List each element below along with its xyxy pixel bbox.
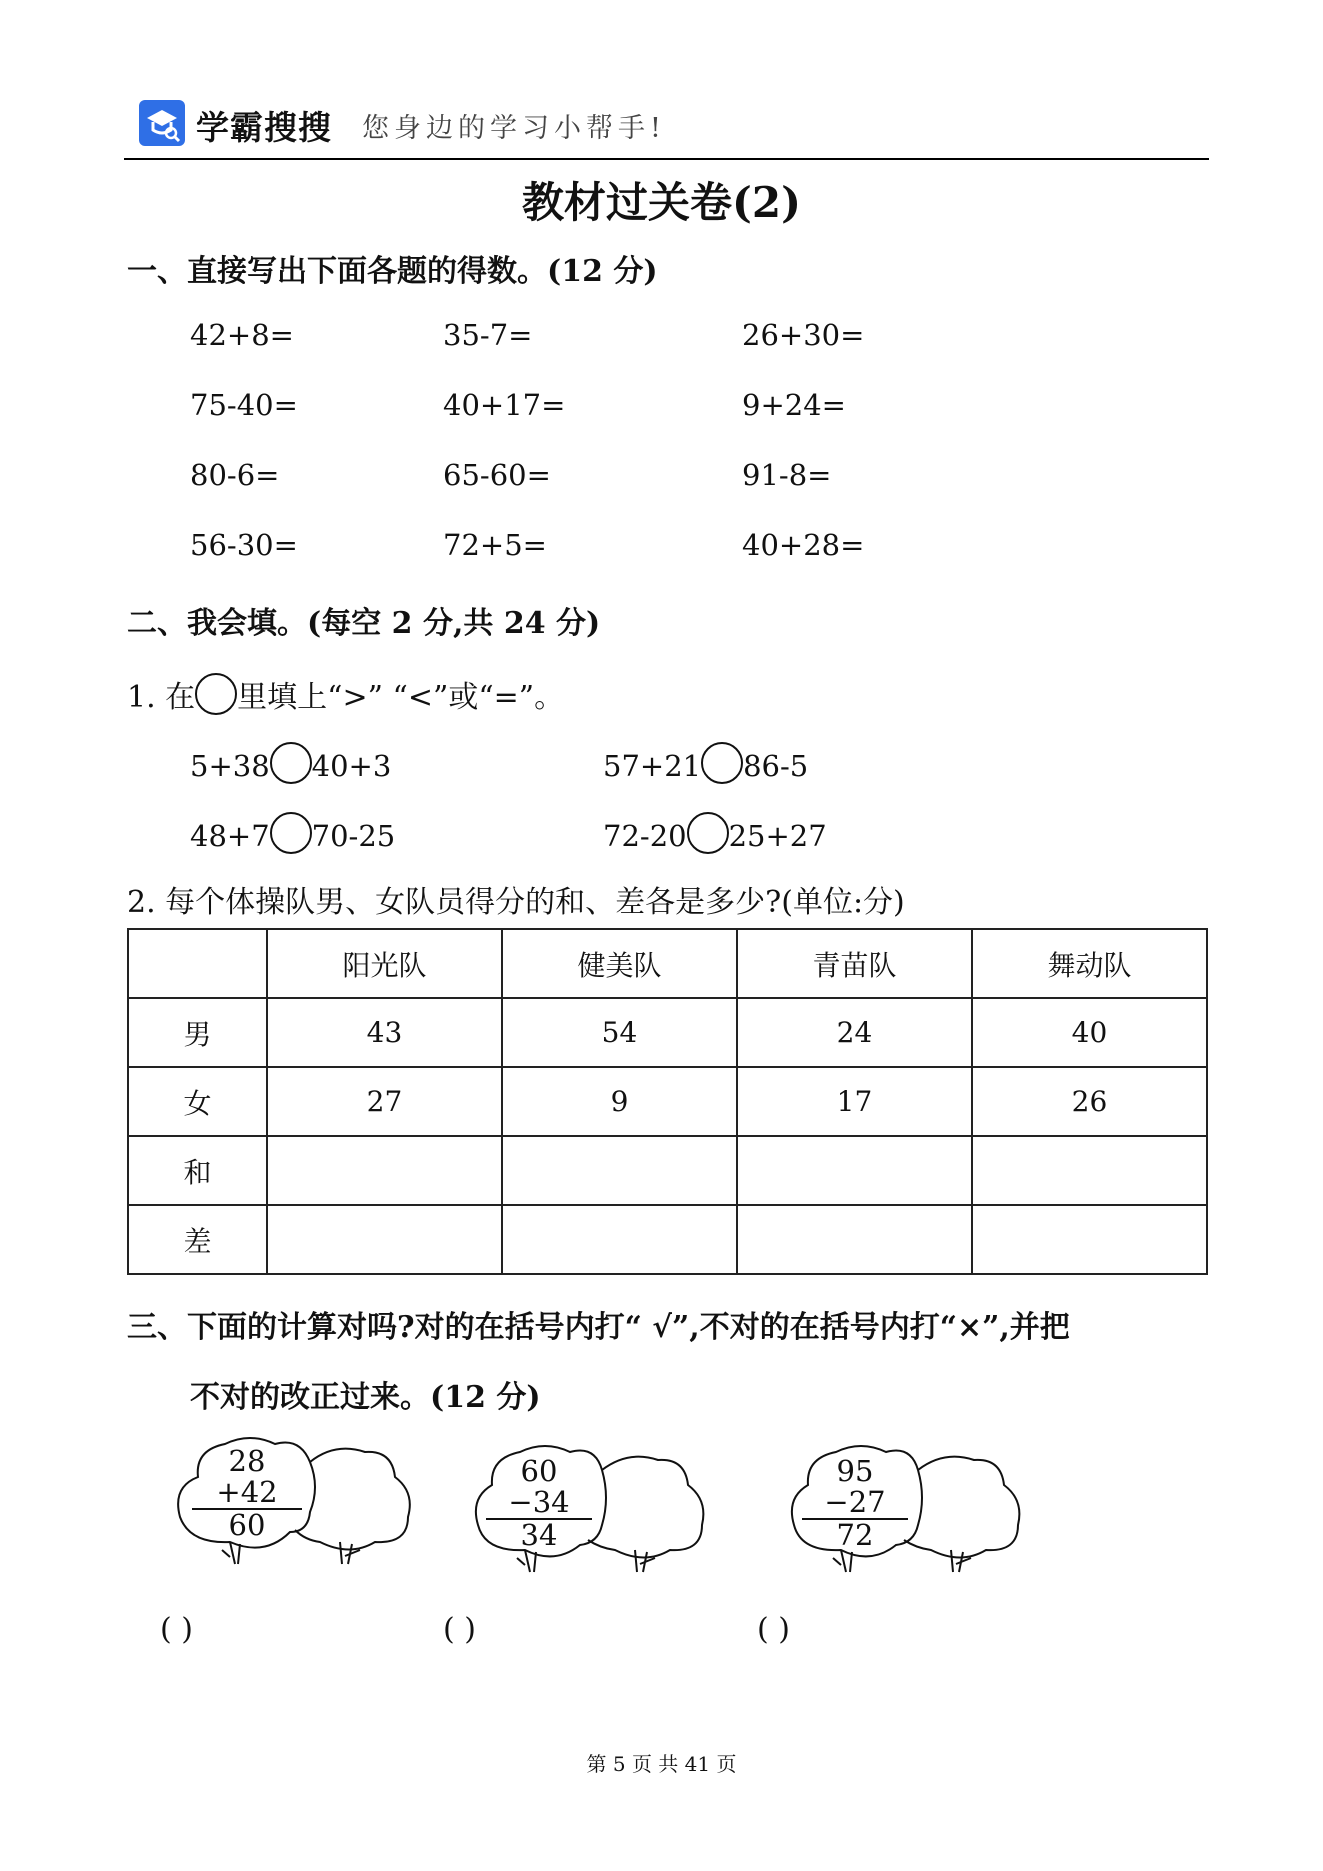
table-cell: 17	[737, 1067, 972, 1136]
problem: 40+28=	[742, 528, 865, 562]
table-row	[128, 1136, 1207, 1205]
answer-circle[interactable]	[701, 742, 743, 784]
table-header-row	[128, 929, 1207, 998]
answer-cell[interactable]	[737, 1136, 972, 1205]
answer-circle[interactable]	[270, 742, 312, 784]
table-cell: 26	[972, 1067, 1207, 1136]
compare-item	[603, 812, 827, 854]
compare-left: 57+21	[603, 749, 702, 783]
calc-result: 34	[486, 1518, 592, 1551]
problem: 72+5=	[443, 528, 547, 562]
compare-right: 25+27	[728, 819, 827, 853]
answer-cell[interactable]	[502, 1136, 737, 1205]
tree-calc-card	[470, 1440, 720, 1590]
section3-heading-line1: 三、下面的计算对吗?对的在括号内打“ √”,不对的在括号内打“×”,并把	[127, 1310, 1070, 1345]
calc-top: 95	[836, 1454, 874, 1488]
calc-operand: +42	[216, 1475, 278, 1509]
section3-heading-line2: 不对的改正过来。(12 分)	[190, 1380, 541, 1415]
problem: 35-7=	[443, 318, 533, 352]
compare-item	[190, 812, 395, 854]
problem: 42+8=	[190, 318, 294, 352]
calc-top: 28	[228, 1444, 266, 1478]
table-cell: 54	[502, 998, 737, 1067]
compare-right: 86-5	[743, 749, 809, 783]
brand-logo	[139, 100, 185, 146]
problem: 56-30=	[190, 528, 298, 562]
tree-calc-card	[170, 1432, 420, 1582]
q1-suffix: 里填上“>” “<”或“=”。	[237, 680, 565, 715]
problem: 40+17=	[443, 388, 566, 422]
q2-prompt: 2. 每个体操队男、女队员得分的和、差各是多少?(单位:分)	[127, 885, 905, 920]
tree-calc-card	[786, 1440, 1036, 1590]
page-title: 教材过关卷(2)	[522, 178, 801, 227]
row-label: 女	[128, 1067, 267, 1136]
vertical-calc	[486, 1456, 592, 1551]
table-cell: 43	[267, 998, 502, 1067]
answer-parentheses[interactable]: ( )	[757, 1612, 790, 1647]
header-divider	[124, 158, 1209, 160]
table-cell: 27	[267, 1067, 502, 1136]
brand-name: 学霸搜搜	[196, 108, 332, 147]
compare-item	[603, 742, 808, 784]
answer-cell[interactable]	[972, 1136, 1207, 1205]
table-header-cell: 青苗队	[737, 929, 972, 998]
answer-cell[interactable]	[502, 1205, 737, 1274]
vertical-calc	[192, 1446, 302, 1541]
answer-circle[interactable]	[687, 812, 729, 854]
vertical-calc	[802, 1456, 908, 1551]
section1-heading: 一、直接写出下面各题的得数。(12 分)	[127, 254, 658, 289]
q1-prefix: 1. 在	[127, 680, 196, 715]
table-row	[128, 1205, 1207, 1274]
row-label: 男	[128, 998, 267, 1067]
answer-cell[interactable]	[267, 1205, 502, 1274]
section2-heading: 二、我会填。(每空 2 分,共 24 分)	[127, 606, 601, 641]
calc-result: 72	[802, 1518, 908, 1551]
row-label: 和	[128, 1136, 267, 1205]
calc-operand: −27	[824, 1485, 886, 1519]
table-header-cell: 健美队	[502, 929, 737, 998]
answer-parentheses[interactable]: ( )	[160, 1612, 193, 1647]
problem: 65-60=	[443, 458, 551, 492]
problem: 75-40=	[190, 388, 298, 422]
problem: 91-8=	[742, 458, 832, 492]
row-label: 差	[128, 1205, 267, 1274]
answer-circle[interactable]	[270, 812, 312, 854]
compare-left: 48+7	[190, 819, 270, 853]
problem: 80-6=	[190, 458, 280, 492]
problem: 26+30=	[742, 318, 865, 352]
table-row	[128, 998, 1207, 1067]
graduation-cap-icon	[139, 100, 185, 146]
brand-slogan: 您身边的学习小帮手!	[362, 113, 666, 144]
table-cell: 24	[737, 998, 972, 1067]
calc-operand: −34	[508, 1485, 570, 1519]
calc-top: 60	[520, 1454, 558, 1488]
compare-right: 40+3	[311, 749, 392, 783]
answer-parentheses[interactable]: ( )	[443, 1612, 476, 1647]
compare-left: 5+38	[190, 749, 270, 783]
score-table	[127, 928, 1208, 1275]
answer-cell[interactable]	[972, 1205, 1207, 1274]
table-header-cell: 舞动队	[972, 929, 1207, 998]
compare-right: 70-25	[311, 819, 396, 853]
table-cell: 40	[972, 998, 1207, 1067]
page-number: 第 5 页 共 41 页	[586, 1752, 737, 1776]
table-header-cell	[128, 929, 267, 998]
compare-item	[190, 742, 391, 784]
problem: 9+24=	[742, 388, 846, 422]
compare-left: 72-20	[603, 819, 687, 853]
answer-cell[interactable]	[737, 1205, 972, 1274]
answer-cell[interactable]	[267, 1136, 502, 1205]
q1-instruction	[127, 672, 564, 716]
answer-circle	[195, 673, 237, 715]
calc-result: 60	[192, 1508, 302, 1541]
table-cell: 9	[502, 1067, 737, 1136]
table-row	[128, 1067, 1207, 1136]
table-header-cell: 阳光队	[267, 929, 502, 998]
